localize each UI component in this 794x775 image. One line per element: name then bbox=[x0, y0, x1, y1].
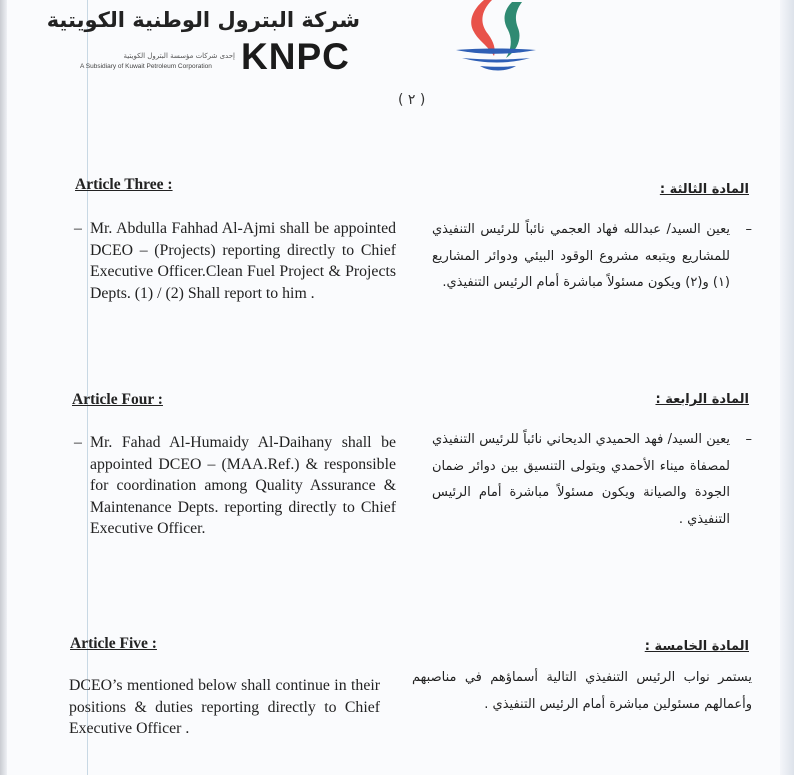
page-number: ( ٢ ) bbox=[398, 92, 426, 108]
company-name-arabic: شركة البترول الوطنية الكويتية bbox=[46, 8, 360, 32]
scan-edge-right bbox=[780, 0, 794, 775]
company-abbr: KNPC bbox=[241, 36, 350, 77]
margin-line bbox=[87, 0, 88, 775]
article-four-body-en: – Mr. Fahad Al-Humaidy Al-Daihany shall be appointed DCEO – (MAA.Ref.) & responsible for coordination among Quality Assurance & Maintenance Depts. reporting directly to Chief Executive Officer. bbox=[74, 432, 396, 540]
article-three-heading-en: Article Three : bbox=[75, 176, 173, 193]
article-four-heading-en: Article Four : bbox=[72, 391, 163, 408]
article-five-heading-en: Article Five : bbox=[70, 635, 157, 652]
knpc-flame-emblem-icon bbox=[450, 0, 542, 78]
subsidiary-arabic: إحدى شركات مؤسسة البترول الكويتية bbox=[123, 52, 235, 60]
subsidiary-english: A Subsidiary of Kuwait Petroleum Corporation bbox=[80, 63, 212, 70]
article-four-body-ar: – يعين السيد/ فهد الحميدي الديحاني نائباً للرئيس التنفيذي لمصفاة ميناء الأحمدي ويتولى التنسيق بين دوائر ضمان الجودة والصيانة ويكون مسئولاً مباشرة أمام الرئيس التنفيذي . bbox=[432, 427, 752, 533]
article-three-heading-ar: المادة الثالثة : bbox=[659, 182, 749, 197]
article-five-heading-ar: المادة الخامسة : bbox=[644, 639, 749, 654]
scan-edge-left bbox=[0, 0, 7, 775]
article-three-body-ar: – يعين السيد/ عبدالله فهاد العجمي نائباً للرئيس التنفيذي للمشاريع ويتبعه مشروع الوقود البيئي ودوائر المشاريع (١) و(٢) ويكون مسئولاً مباشرة أمام الرئيس التنفيذي. bbox=[432, 217, 752, 297]
article-five-body-en: DCEO’s mentioned below shall continue in their positions & duties reporting directly to Chief Executive Officer . bbox=[69, 677, 380, 737]
article-three-body-en: – Mr. Abdulla Fahhad Al-Ajmi shall be appointed DCEO – (Projects) reporting directly to Chief Executive Officer.Clean Fuel Project & Projects Depts. (1) / (2) Shall report to him . bbox=[74, 218, 396, 304]
company-logo bbox=[46, 0, 460, 80]
article-four-heading-ar: المادة الرابعة : bbox=[655, 392, 749, 407]
article-five-body-ar: يستمر نواب الرئيس التنفيذي التالية أسماؤهم في مناصبهم وأعمالهم مسئولين مباشرة أمام الرئيس التنفيذي . bbox=[412, 670, 752, 712]
